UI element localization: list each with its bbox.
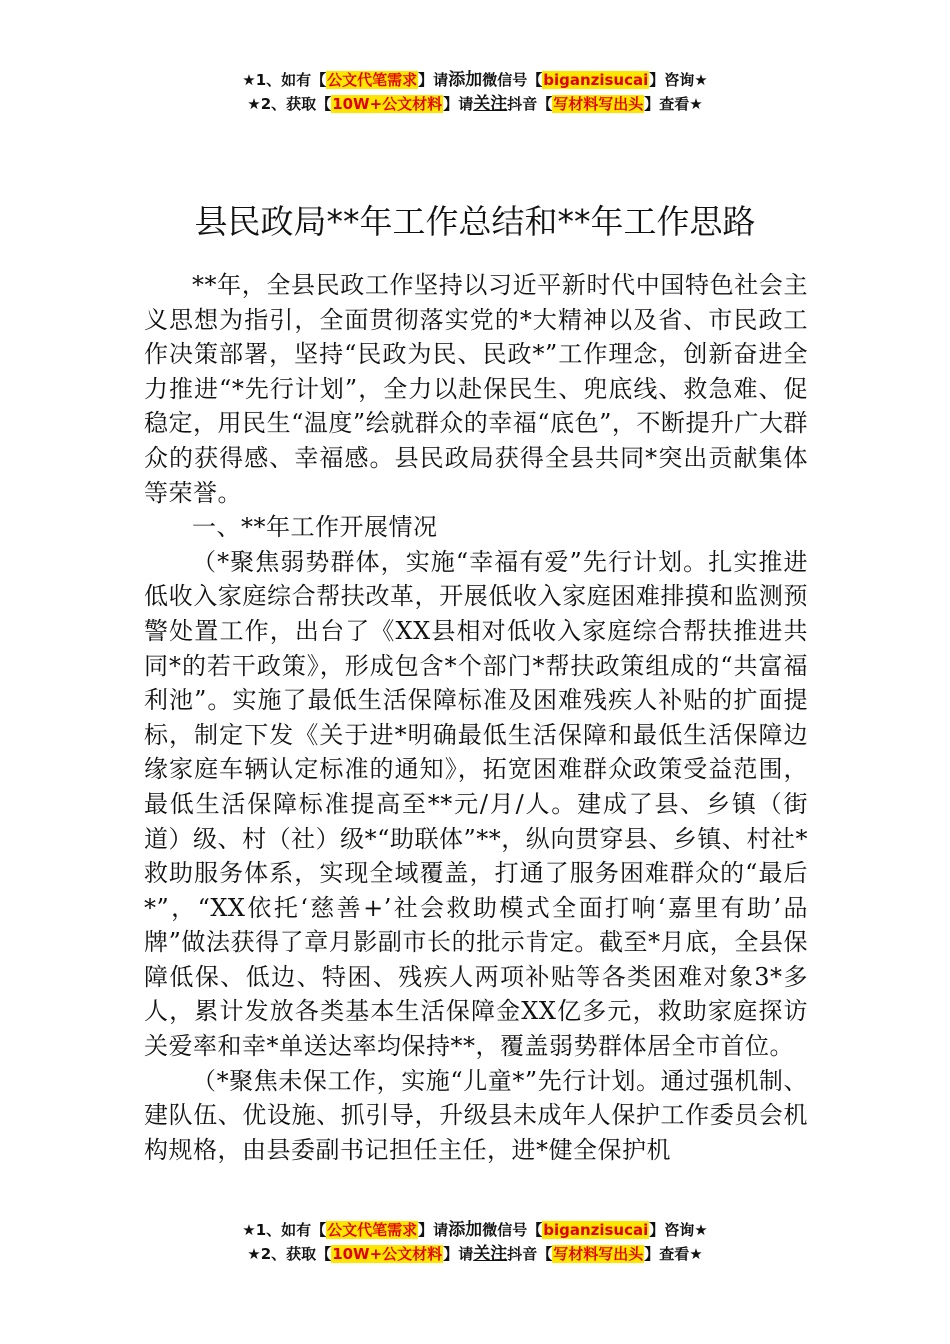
promo-highlight: 10W+公文材料: [332, 95, 443, 113]
promo-text: 】请: [418, 71, 449, 89]
promo-text: 】请: [443, 95, 474, 113]
promo-text: 】请: [443, 1245, 474, 1263]
promo-banner-top: [0, 68, 950, 116]
promo-douyin-id: 写材料写出头: [553, 1245, 644, 1263]
promo-line-1: [0, 68, 950, 92]
document-body: [144, 268, 808, 1167]
paragraph-intro: **年，全县民政工作坚持以习近平新时代中国特色社会主义思想为指引，全面贯彻落实党的*大精神以及省、市民政工作决策部署，坚持“民政为民、民政*”工作理念，创新奋进全力推进“*先行计划”，全力以赴保民生、兜底线、救急难、促稳定，用民生“温度”绘就群众的幸福“底色”，不断提升广大群众的获得感、幸福感。县民政局获得全县共同*突出贡献集体等荣誉。: [144, 271, 808, 507]
promo-emphasis: 关注: [473, 94, 508, 114]
promo-text: ★1、如有【: [242, 1221, 327, 1239]
promo-highlight: 公文代笔需求: [327, 1221, 418, 1239]
promo-text: 】查看★: [644, 1245, 703, 1263]
promo-highlight: 10W+公文材料: [332, 1245, 443, 1263]
promo-highlight: 公文代笔需求: [327, 71, 418, 89]
promo-emphasis: 添加: [448, 70, 483, 90]
promo-text: 】咨询★: [649, 71, 708, 89]
section-heading: 一、**年工作开展情况: [192, 513, 438, 542]
promo-line-2: [0, 92, 950, 116]
promo-text: 抖音【: [507, 95, 553, 113]
paragraph-vulnerable-groups: （*聚焦弱势群体，实施“幸福有爱”先行计划。扎实推进低收入家庭综合帮扶改革，开展低收入家庭困难排摸和监测预警处置工作，出台了《XX县相对低收入家庭综合帮扶推进共同*的若干政策》，形成包含*个部门*帮扶政策组成的“共富福利池”。实施了最低生活保障标准及困难残疾人补贴的扩面提标，制定下发《关于进*明确最低生活保障和最低生活保障边缘家庭车辆认定标准的通知》，拓宽困难群众政策受益范围，最低生活保障标准提高至**元/月/人。建成了县、乡镇（街道）级、村（社）级*“助联体”**，纵向贯穿县、乡镇、村社*救助服务体系，实现全域覆盖，打通了服务困难群众的“最后*”，“XX依托‘慈善+’社会救助模式全面打响‘嘉里有助’品牌”做法获得了章月影副市长的批示肯定。截至*月底，全县保障低保、低边、特困、残疾人两项补贴等各类困难对象3*多人，累计发放各类基本生活保障金XX亿多元，救助家庭探访关爱率和幸*单送达率均保持**，覆盖弱势群体居全市首位。: [144, 547, 808, 1061]
promo-text: 微信号【: [482, 71, 543, 89]
promo-text: 】请: [418, 1221, 449, 1239]
promo-line-2: [0, 1242, 950, 1266]
promo-text: 】咨询★: [649, 1221, 708, 1239]
document-title: 县民政局**年工作总结和**年工作思路: [194, 202, 756, 242]
paragraph-minor-protection: （*聚焦未保工作，实施“儿童*”先行计划。通过强机制、建队伍、优设施、抓引导，升级县未成年人保护工作委员会机构规格，由县委副书记担任主任，进*健全保护机: [144, 1066, 808, 1164]
promo-text: 抖音【: [507, 1245, 553, 1263]
promo-text: ★2、获取【: [247, 1245, 332, 1263]
promo-wechat-id: biganzisucai: [543, 71, 649, 89]
promo-emphasis: 关注: [473, 1244, 508, 1264]
promo-emphasis: 添加: [448, 1220, 483, 1240]
promo-douyin-id: 写材料写出头: [553, 95, 644, 113]
promo-text: 】查看★: [644, 95, 703, 113]
promo-line-1: [0, 1218, 950, 1242]
promo-wechat-id: biganzisucai: [543, 1221, 649, 1239]
promo-text: 微信号【: [482, 1221, 543, 1239]
promo-text: ★2、获取【: [247, 95, 332, 113]
promo-banner-bottom: [0, 1218, 950, 1266]
promo-text: ★1、如有【: [242, 71, 327, 89]
